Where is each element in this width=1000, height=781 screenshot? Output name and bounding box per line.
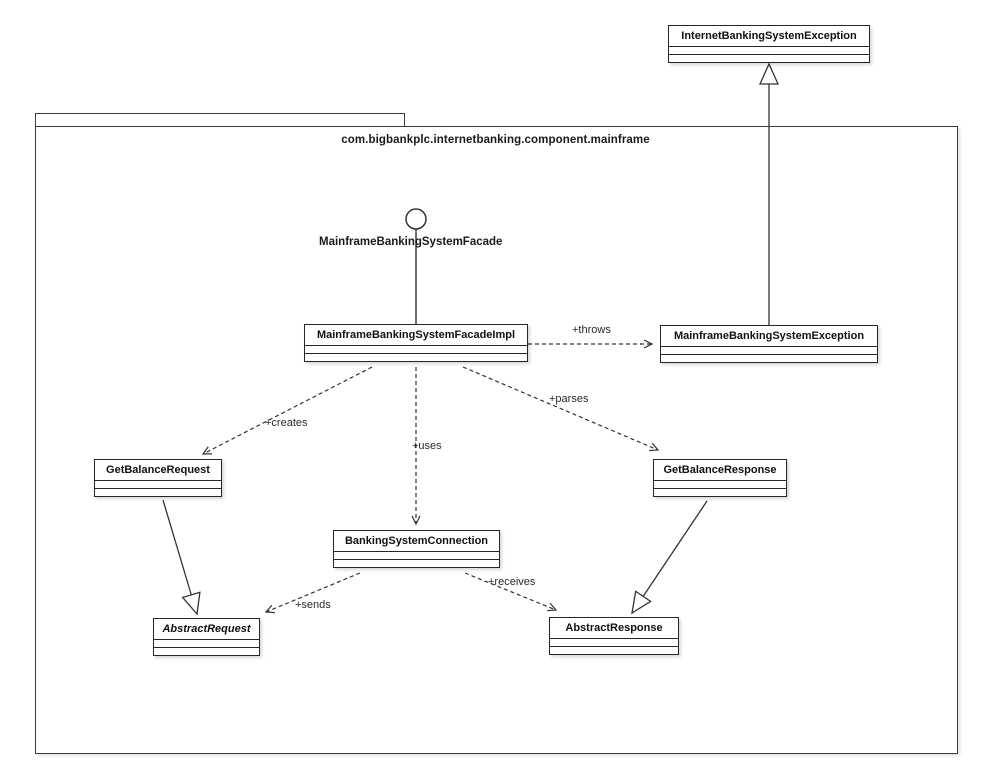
class-mainframebankingsystemfacadeimpl — [304, 324, 528, 362]
generalization-getbalanceresponse-line — [632, 501, 707, 613]
dependency-sends-label: +sends — [295, 599, 331, 611]
operations-compartment — [550, 646, 678, 654]
attributes-compartment — [95, 480, 221, 488]
attributes-compartment — [334, 551, 499, 559]
generalization-getbalancerequest-line — [163, 500, 197, 614]
class-internetbankingsystemexception — [668, 25, 870, 63]
operations-compartment — [334, 559, 499, 567]
operations-compartment — [95, 488, 221, 496]
class-title: AbstractRequest — [162, 623, 251, 635]
class-abstractresponse — [549, 617, 679, 655]
operations-compartment — [305, 353, 527, 361]
class-mainframebankingsystemexception — [660, 325, 878, 363]
class-getbalanceresponse — [653, 459, 787, 497]
dependency-parses-label: +parses — [549, 393, 589, 405]
class-title: GetBalanceRequest — [106, 464, 210, 476]
class-title: MainframeBankingSystemFacadeImpl — [316, 329, 516, 341]
dependency-throws-label: +throws — [572, 324, 611, 336]
class-title: InternetBankingSystemException — [681, 30, 857, 42]
class-title: BankingSystemConnection — [344, 535, 489, 547]
interface-label: MainframeBankingSystemFacade — [319, 236, 503, 248]
attributes-compartment — [154, 639, 259, 647]
class-getbalancerequest — [94, 459, 222, 497]
dependency-parses-line — [463, 367, 658, 450]
interface-lollipop-icon — [406, 209, 426, 229]
class-bankingsystemconnection — [333, 530, 500, 568]
operations-compartment — [669, 54, 869, 62]
attributes-compartment — [550, 638, 678, 646]
class-title: MainframeBankingSystemException — [673, 330, 865, 342]
dependency-creates-line — [203, 367, 372, 454]
dependency-uses-label: +uses — [412, 440, 442, 452]
dependency-creates-label: +creates — [265, 417, 308, 429]
attributes-compartment — [305, 345, 527, 353]
package-name: com.bigbankplc.internetbanking.component.mainframe — [341, 134, 650, 146]
class-title: AbstractResponse — [565, 622, 663, 634]
attributes-compartment — [669, 46, 869, 54]
class-abstractrequest — [153, 618, 260, 656]
operations-compartment — [661, 354, 877, 362]
class-title: GetBalanceResponse — [663, 464, 777, 476]
dependency-receives-label: +receives — [488, 576, 536, 588]
operations-compartment — [654, 488, 786, 496]
attributes-compartment — [661, 346, 877, 354]
operations-compartment — [154, 647, 259, 655]
attributes-compartment — [654, 480, 786, 488]
